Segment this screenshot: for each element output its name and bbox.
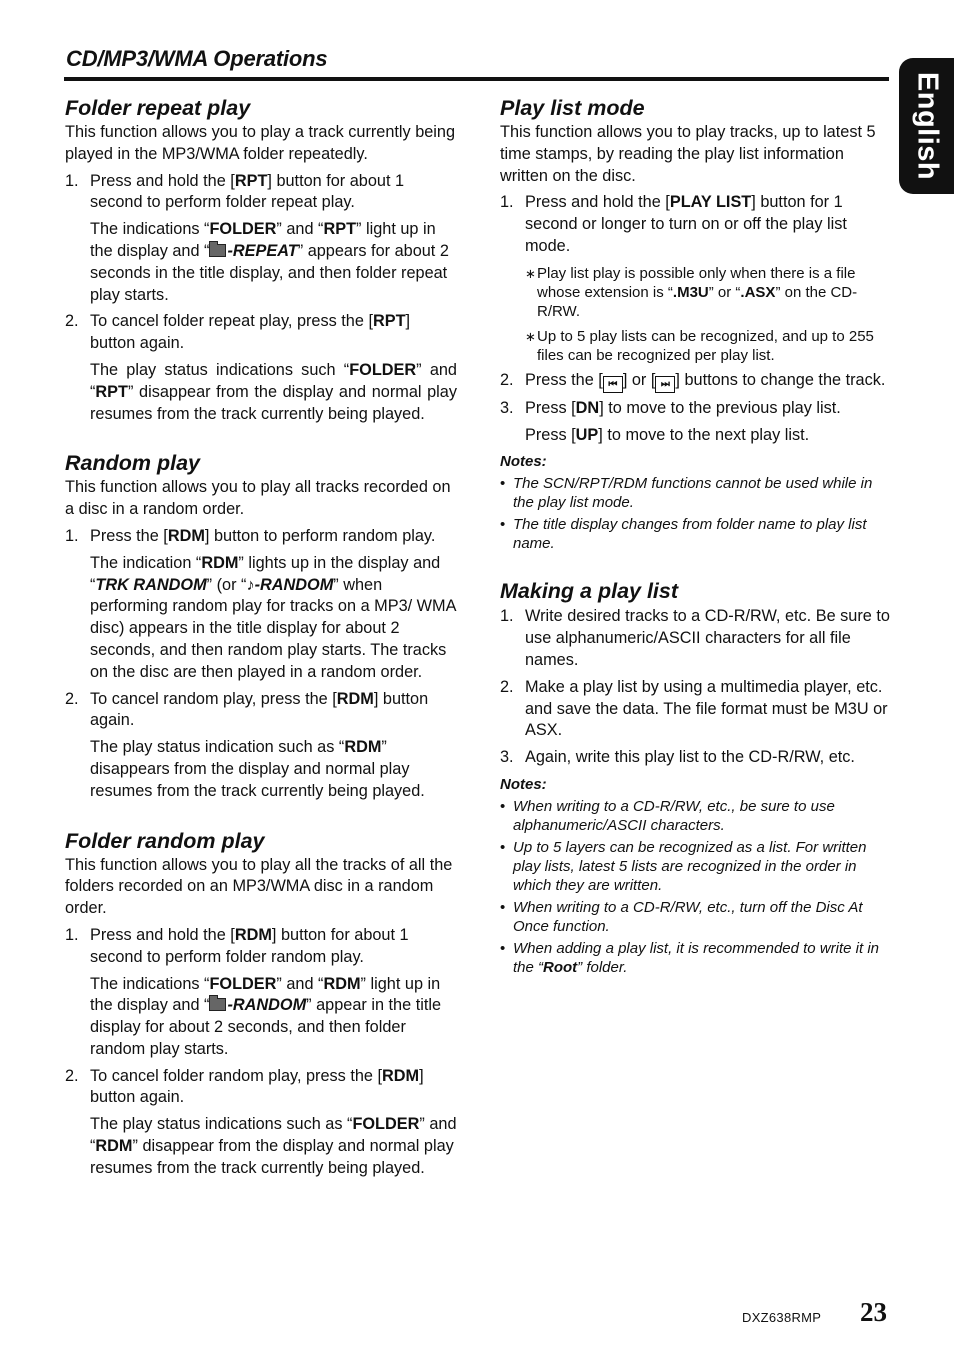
asterisk-note-2	[500, 327, 890, 365]
step-text: ] buttons to change the track.	[675, 370, 886, 389]
note-item	[500, 474, 890, 512]
step-text: Write desired tracks to a CD-R/RW, etc. Be sure to use alphanumeric/ASCII characters for all file names.	[525, 607, 890, 669]
detail-text: The play status indication such as “	[90, 738, 345, 757]
step-text: To cancel folder random play, press the [	[90, 1066, 383, 1085]
indicator-name: FOLDER	[209, 974, 277, 993]
note-text: The title display changes from folder name to play list name.	[513, 516, 867, 553]
note-text: ” on the CD-R/RW.	[537, 283, 858, 320]
section-random-play	[65, 449, 457, 802]
bullet: •	[500, 516, 506, 534]
indicator-name: FOLDER	[352, 1115, 420, 1134]
indicator-name: FOLDER	[349, 360, 417, 379]
step-1	[500, 192, 890, 257]
bullet: •	[500, 838, 506, 856]
indicator-name: RDM	[95, 1137, 133, 1156]
note-text: When adding a play list, it is recommended to write it in the “	[513, 939, 879, 976]
step-number: 2.	[500, 677, 514, 696]
step-number: 2.	[65, 689, 79, 708]
button-name: DN	[575, 398, 600, 417]
detail-text: The indication “	[90, 553, 202, 572]
detail-text: ” light up in the display and “	[90, 220, 436, 260]
step-text: ] button for about 1 second to perform folder random play.	[90, 925, 409, 966]
language-tab-label: English	[911, 71, 943, 181]
step-number: 2.	[500, 370, 514, 389]
detail-text: The play status indications such “	[90, 360, 350, 379]
step-text: Press [	[525, 398, 576, 417]
step-text: To cancel folder repeat play, press the [	[90, 312, 373, 331]
step-1-detail	[65, 219, 457, 306]
header-rule	[64, 77, 889, 81]
previous-track-icon: ⏮	[603, 376, 623, 393]
note-text: Play list play is possible only when there is a file whose extension is “	[537, 264, 856, 301]
step-2	[65, 689, 457, 733]
detail-text: ” appears for about 2 seconds in the title display, and then folder repeat play starts.	[90, 241, 449, 304]
step-3	[500, 747, 890, 769]
step-text: ] or [	[622, 370, 656, 389]
step-2	[65, 1066, 457, 1110]
next-track-icon: ⏭	[655, 376, 675, 393]
detail-text: ” when performing random play for tracks on a MP3/ WMA disc) appears in the title display for about 2 seconds, and then random play starts. The tracks on the disc are then played in a random order.	[90, 575, 456, 681]
note-item	[500, 898, 890, 936]
step-1-detail	[65, 553, 457, 684]
step-number: 2.	[65, 312, 79, 331]
section-making-a-play-list	[500, 577, 890, 977]
section-title: Making a play list	[500, 579, 679, 604]
step-3	[500, 398, 890, 420]
indicator-name: FOLDER	[209, 220, 277, 239]
section-title: Folder repeat play	[65, 96, 251, 120]
folder-name: Root	[543, 958, 578, 976]
step-text: Again, write this play list to the CD-R/RW, etc.	[525, 748, 855, 767]
note-item	[500, 838, 890, 895]
notes-heading: Notes:	[500, 775, 547, 793]
folder-icon	[209, 998, 226, 1011]
detail-text: ” and “	[276, 974, 324, 993]
note-text: When writing to a CD-R/RW, etc., turn off the Disc At Once function.	[513, 898, 863, 935]
button-name: RPT	[372, 312, 406, 331]
file-extension: .M3U	[672, 283, 709, 301]
note-text: When writing to a CD-R/RW, etc., be sure to use alphanumeric/ASCII characters.	[513, 797, 835, 834]
step-1	[500, 606, 890, 671]
step-text: Press and hold the [	[90, 171, 235, 190]
step-text: To cancel random play, press the [	[90, 689, 337, 708]
detail-text: The indications “	[90, 220, 210, 239]
bullet: •	[500, 797, 506, 815]
step-text: Press the [	[525, 370, 603, 389]
detail-text: Press [	[525, 425, 576, 444]
section-intro: This function allows you to play a track currently being played in the MP3/WMA folder repeatedly.	[65, 123, 456, 163]
step-1	[65, 925, 457, 969]
detail-text: ” (or “	[206, 575, 247, 594]
section-title: Play list mode	[500, 96, 645, 120]
page-header-title: CD/MP3/WMA Operations	[66, 46, 328, 71]
right-column	[500, 94, 890, 1001]
step-text: Make a play list by using a multimedia player, etc. and save the data. The file format must be M3U or ASX.	[525, 677, 888, 740]
step-number: 1.	[65, 925, 79, 944]
button-name: RDM	[336, 689, 374, 708]
note-item	[500, 515, 890, 553]
display-text: -REPEAT	[227, 241, 298, 260]
step-2-detail	[65, 737, 457, 802]
step-1	[65, 171, 457, 215]
detail-text: ” light up in the display and “	[90, 974, 441, 1015]
section-intro: This function allows you to play all the tracks of all the folders recorded on an MP3/WMA disc in a random order.	[65, 855, 453, 918]
step-number: 2.	[65, 1066, 79, 1085]
step-3-detail	[500, 425, 890, 447]
note-text: Up to 5 play lists can be recognized, and up to 255 files can be recognized per play list.	[537, 327, 874, 364]
detail-text: ” and “	[90, 1115, 457, 1156]
step-text: ] button again.	[90, 312, 411, 353]
step-1-detail	[65, 974, 457, 1061]
note-text: ” folder.	[577, 958, 628, 976]
asterisk-mark: ∗	[525, 265, 536, 281]
step-text: ] button to perform random play.	[204, 526, 436, 545]
folder-icon	[209, 244, 226, 257]
note-text: The SCN/RPT/RDM functions cannot be used while in the play list mode.	[513, 475, 873, 512]
button-name: RDM	[382, 1066, 420, 1085]
bullet: •	[500, 939, 506, 957]
language-tab	[899, 58, 954, 194]
section-title: Random play	[65, 451, 200, 476]
detail-text: ” disappear from the display and normal play resumes from the track currently being played.	[90, 382, 457, 423]
display-text: ♪-RANDOM	[246, 575, 334, 594]
button-name: PLAY LIST	[669, 193, 752, 212]
section-play-list-mode	[500, 94, 890, 553]
button-name: RDM	[167, 526, 205, 545]
step-2	[500, 370, 890, 393]
step-text: Press and hold the [	[90, 925, 235, 944]
detail-text: ” lights up in the display and “	[90, 553, 441, 594]
step-2	[500, 677, 890, 742]
button-name: RDM	[234, 925, 272, 944]
indicator-name: RDM	[344, 738, 382, 757]
indicator-name: RPT	[95, 382, 128, 401]
detail-text: The play status indications such as “	[90, 1115, 353, 1134]
model-number: DXZ638RMP	[742, 1310, 822, 1325]
notes-heading: Notes:	[500, 453, 547, 471]
note-item	[500, 939, 890, 977]
bullet: •	[500, 898, 506, 916]
asterisk-mark: ∗	[525, 328, 536, 344]
section-title: Folder random play	[65, 828, 265, 853]
step-text: ] button for 1 second or longer to turn on or off the play list mode.	[525, 193, 847, 255]
step-number: 1.	[65, 171, 79, 190]
step-number: 1.	[500, 193, 514, 212]
detail-text: ” appear in the title display for about 2 seconds, and then folder random play starts.	[90, 996, 442, 1058]
asterisk-note-1	[500, 264, 890, 321]
detail-text: ” disappear from the display and normal play resumes from the track currently being played.	[90, 1137, 454, 1177]
detail-text: ] to move to the next play list.	[598, 425, 810, 444]
step-number: 3.	[500, 748, 514, 767]
detail-text: ” and “	[90, 360, 457, 401]
detail-text: ” and “	[276, 220, 324, 239]
bullet: •	[500, 475, 506, 493]
step-text: ] to move to the previous play list.	[599, 398, 841, 417]
indicator-name: RPT	[323, 220, 357, 239]
step-text: ] button again.	[90, 1066, 424, 1107]
section-intro: This function allows you to play all tracks recorded on a disc in a random order.	[65, 478, 451, 519]
step-number: 1.	[65, 526, 79, 545]
display-text: TRK RANDOM	[95, 575, 207, 594]
note-text: ” or “	[708, 283, 741, 301]
section-folder-repeat-play	[65, 94, 457, 425]
step-number: 3.	[500, 398, 514, 417]
step-2-detail	[65, 360, 457, 425]
step-1	[65, 526, 457, 548]
button-name: RPT	[234, 171, 268, 190]
page-number: 23	[860, 1297, 887, 1327]
step-text: Press the [	[90, 526, 168, 545]
display-text: -RANDOM	[227, 996, 307, 1015]
button-name: UP	[575, 425, 599, 444]
indicator-name: RDM	[323, 974, 361, 993]
indicator-name: RDM	[201, 553, 239, 572]
left-column	[65, 94, 457, 1204]
detail-text: The indications “	[90, 974, 210, 993]
step-text: ] button again.	[90, 689, 429, 730]
note-item	[500, 797, 890, 835]
file-extension: .ASX	[740, 283, 776, 301]
detail-text: ” disappears from the display and normal play resumes from the track currently being played.	[90, 738, 425, 800]
step-number: 1.	[500, 607, 514, 626]
note-text: Up to 5 layers can be recognized as a list. For written play lists, latest 5 lists are recognized in the order in which they are written.	[513, 838, 867, 894]
step-text: ] button for about 1 second to perform folder repeat play.	[90, 171, 405, 212]
step-text: Press and hold the [	[525, 193, 670, 212]
section-intro: This function allows you to play tracks, up to latest 5 time stamps, by reading the play list information written on the disc.	[500, 123, 876, 185]
step-2	[65, 311, 457, 355]
step-2-detail	[65, 1114, 457, 1179]
section-folder-random-play	[65, 827, 457, 1180]
